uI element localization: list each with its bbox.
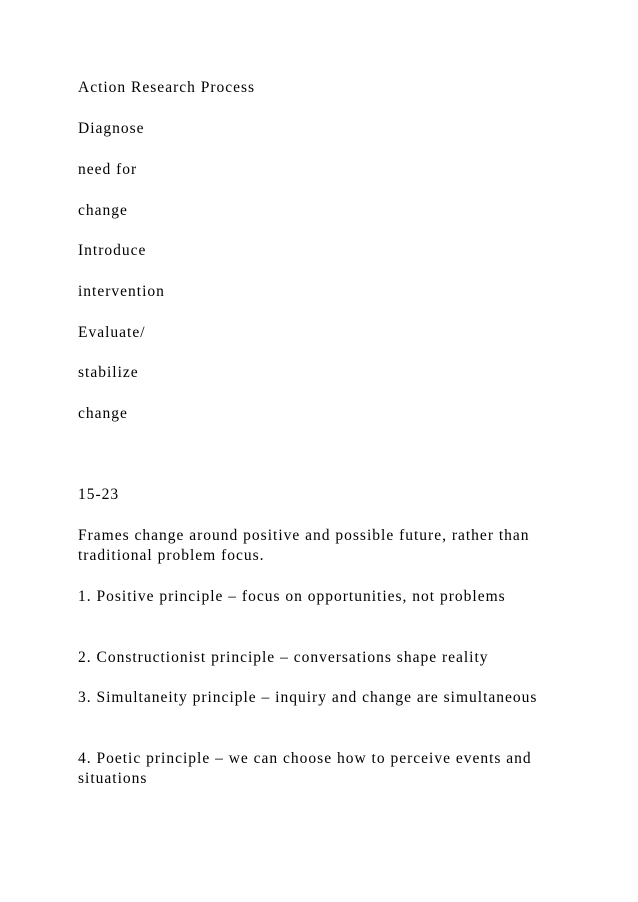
principle-item: 1. Positive principle – focus on opportunities, not problems: [78, 588, 506, 605]
step-line: intervention: [78, 283, 165, 300]
principle-item: 3. Simultaneity principle – inquiry and change are simultaneous: [78, 689, 538, 706]
step-line: Evaluate/: [78, 324, 146, 341]
intro-paragraph: Frames change around positive and possible future, rather than traditional problem focus.: [78, 527, 530, 564]
page-heading: Action Research Process: [78, 79, 256, 96]
principle-item: 4. Poetic principle – we can choose how to perceive events and situations: [78, 750, 532, 787]
principle-item: 2. Constructionist principle – conversations shape reality: [78, 649, 489, 666]
step-line: stabilize: [78, 364, 139, 381]
step-line: change: [78, 202, 128, 219]
step-line: Diagnose: [78, 120, 145, 137]
step-line: need for: [78, 161, 138, 178]
slide-number: 15-23: [78, 486, 120, 503]
step-line: change: [78, 405, 128, 422]
step-line: Introduce: [78, 242, 147, 259]
